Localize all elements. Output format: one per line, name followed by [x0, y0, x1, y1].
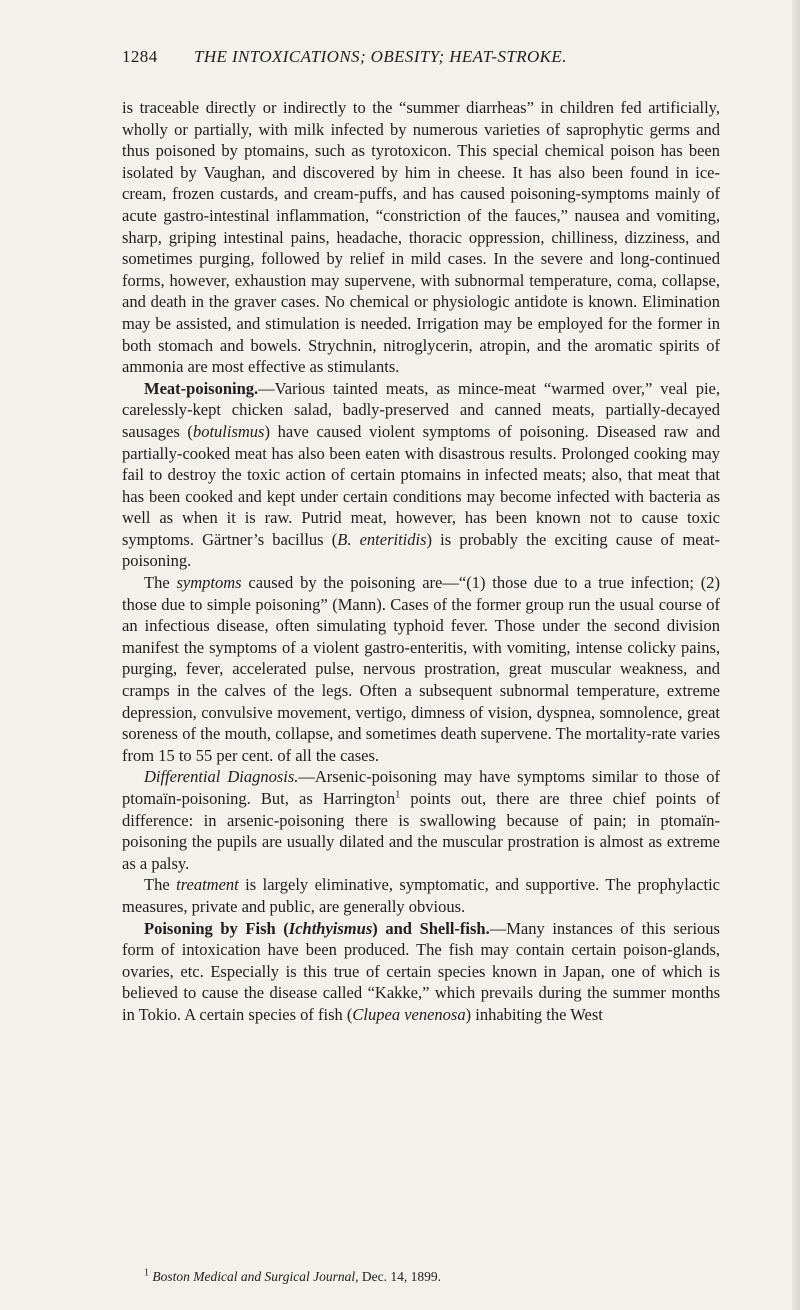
page-number: 1284 — [122, 47, 158, 66]
footnote — [144, 1268, 720, 1286]
page-header — [122, 47, 720, 71]
paragraph-symptoms: The symptoms caused by the poisoning are—“(1) those due to a true infection; (2) those due to simple poisoning” (Mann). Cases of the former group run the usual course of an infectious disease, often simulating typhoid fever. Those under the second division manifest the symptoms of a violent gastro-enteritis, with vomiting, intense colicky pains, purging, fever, accelerated pulse, nervous prostration, great muscular weakness, and cramps in the calves of the legs. Often a subsequent subnormal temperature, extreme depression, convulsive movement, vertigo, dimness of vision, dyspnea, somnolence, great soreness of the mouth, collapse, and sometimes death supervene. The mortality-rate varies from 15 to 55 per cent. of all the cases. — [122, 573, 720, 765]
paragraph-differential-diagnosis: Differential Diagnosis.—Arsenic-poisoning may have symptoms similar to those of ptomaïn-poisoning. But, as Harrington$^1$ points out, there are three chief points of difference: in arsenic-poisoning there is swallowing because of pain; in ptomaïn-poisoning the pupils are usually dilated and the muscular prostration is almost as extreme as a palsy. — [122, 767, 720, 873]
paragraph-meat-poisoning: Meat-poisoning.—Various tainted meats, as mince-meat “warmed over,” veal pie, carelessly-kept chicken salad, badly-preserved and canned meats, partially-decayed sausages (botulismus) have caused violent symptoms of poisoning. Diseased raw and partially-cooked meat has also been eaten with disastrous results. Prolonged cooking may fail to destroy the toxic action of certain ptomains in infected meats; also, that meat that has been cooked and kept under certain conditions may become infected with bacteria as well as when it is raw. Putrid meat, however, has been known not to cause toxic symptoms. Gärtner’s bacillus (B. enteritidis) is probably the exciting cause of meat-poisoning. — [122, 378, 721, 571]
paragraph-summer-diarrheas: is traceable directly or indirectly to the “summer diarrheas” in children fed artificially, wholly or partially, with milk infected by numerous varieties of saprophytic germs and thus poisoned by ptomains, such as tyrotoxicon. This special chemical poison has been isolated by Vaughan, and discovered by him in cheese. It has also been found in ice-cream, frozen custards, and cream-puffs, and has caused poisoning-symptoms mainly of acute gastro-intestinal inflammation, “constriction of the fauces,” nausea and vomiting, sharp, griping intestinal pains, headache, thoracic oppression, chilliness, dizziness, and sometimes purging, followed by relief in mild cases. In the severe and long-continued forms, however, exhaustion may supervene, with subnormal temperature, coma, collapse, and death in the graver cases. No chemical or physiologic antidote is known. Elimination may be assisted, and stimulation is needed. Irrigation may be employed for the former in both stomach and bowels. Strychnin, nitroglycerin, atropin, and the aromatic spirits of ammonia are most effective as stimulants. — [122, 98, 720, 377]
section-head-fish-poisoning: Poisoning by Fish (Ichthyismus) and Shell-fish. — [144, 918, 490, 938]
body-text — [122, 97, 720, 1026]
paragraph-treatment: The treatment is largely eliminative, symptomatic, and supportive. The prophylactic measures, private and public, are generally obvious. — [122, 875, 720, 916]
section-head-differential-diagnosis: Differential Diagnosis. — [144, 767, 299, 787]
section-head-meat-poisoning: Meat-poisoning. — [144, 378, 259, 398]
paragraph-fish-poisoning: Poisoning by Fish (Ichthyismus) and Shell-fish.—Many instances of this serious form of intoxication have been produced. The fish may contain certain poison-glands, ovaries, etc. Especially is this true of certain species known in Japan, one of which is believed to cause the disease called “Kakke,” which prevails during the summer months in Tokio. A certain species of fish (Clupea venenosa) inhabiting the West — [122, 918, 720, 1024]
running-title: THE INTOXICATIONS; OBESITY; HEAT-STROKE. — [194, 47, 567, 66]
footnote-date: Dec. 14, 1899. — [358, 1269, 441, 1284]
footnote-reference: 1 — [395, 789, 401, 801]
footnote-source: Boston Medical and Surgical Journal, — [152, 1269, 359, 1284]
page-edge-shadow — [792, 0, 800, 1310]
footnote-mark: 1 — [144, 1267, 149, 1279]
